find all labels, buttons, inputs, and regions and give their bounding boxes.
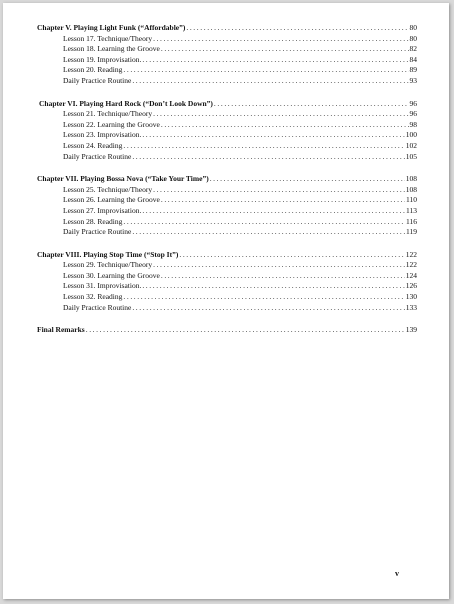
toc-section-chapter-vi — [37, 99, 417, 163]
toc-chapter-title: Chapter VI. Playing Hard Rock (“Don’t Look Down”) — [39, 98, 213, 108]
toc-entry[interactable] — [37, 141, 417, 152]
toc-entry[interactable] — [37, 292, 417, 303]
toc-entry-title: Lesson 17. Technique/Theory — [63, 33, 153, 43]
toc-chapter-entry[interactable] — [37, 99, 417, 110]
toc-entry-title: Lesson 22. Learning the Groove — [63, 119, 160, 129]
toc-entry-title: Lesson 32. Reading — [63, 292, 123, 302]
toc-entry[interactable] — [37, 65, 417, 76]
toc-entry[interactable] — [37, 34, 417, 45]
dot-leader — [153, 185, 405, 196]
dot-leader — [132, 303, 404, 314]
toc-section-chapter-v — [37, 23, 417, 87]
toc-entry[interactable] — [37, 227, 417, 238]
toc-entry[interactable] — [37, 217, 417, 228]
toc-entry[interactable] — [37, 109, 417, 120]
toc-page-number: 122 — [405, 249, 417, 259]
dot-leader — [153, 34, 408, 45]
toc-chapter-entry[interactable] — [37, 174, 417, 185]
toc-entry-title: Lesson 24. Reading — [63, 140, 123, 150]
dot-leader — [161, 195, 405, 206]
toc-page-number: 126 — [405, 281, 417, 291]
toc-entry-title: Lesson 28. Reading — [63, 216, 123, 226]
toc-page-number: 119 — [406, 227, 417, 237]
dot-leader — [153, 260, 405, 271]
toc-entry[interactable] — [37, 260, 417, 271]
dot-leader — [210, 174, 405, 185]
document-page — [3, 3, 449, 599]
toc-entry[interactable] — [37, 206, 417, 217]
dot-leader — [123, 65, 408, 76]
toc-section-final-remarks — [37, 325, 417, 336]
toc-page-number: 108 — [405, 174, 417, 184]
toc-entry[interactable] — [37, 303, 417, 314]
toc-entry-title: Daily Practice Routine — [63, 75, 132, 85]
toc-entry[interactable] — [37, 76, 417, 87]
toc-entry[interactable] — [37, 44, 417, 55]
toc-page-number: 84 — [409, 54, 417, 64]
dot-leader — [142, 55, 408, 66]
dot-leader — [161, 120, 409, 131]
toc-chapter-entry[interactable] — [37, 325, 417, 336]
dot-leader — [161, 271, 405, 282]
toc-entry[interactable] — [37, 195, 417, 206]
toc-entry-title: Lesson 21. Technique/Theory — [63, 109, 153, 119]
toc-page-number: 110 — [406, 195, 417, 205]
toc-entry-title: Lesson 26. Learning the Groove — [63, 195, 160, 205]
toc-chapter-entry[interactable] — [37, 23, 417, 34]
toc-entry[interactable] — [37, 281, 417, 292]
toc-page-number: 102 — [405, 140, 417, 150]
toc-entry[interactable] — [37, 130, 417, 141]
toc-chapter-title: Chapter V. Playing Light Funk (“Affordable”) — [37, 23, 186, 32]
toc-page-number: 113 — [406, 205, 417, 215]
toc-entry-title: Lesson 20. Reading — [63, 65, 123, 75]
toc-entry[interactable] — [37, 185, 417, 196]
dot-leader — [161, 44, 409, 55]
toc-page-number: 124 — [405, 270, 417, 280]
dot-leader — [142, 206, 405, 217]
toc-chapter-title: Final Remarks — [37, 325, 85, 335]
dot-leader — [123, 141, 404, 152]
toc-entry-title: Lesson 27. Improvisation. — [63, 205, 142, 215]
dot-leader — [142, 281, 404, 292]
dot-leader — [132, 152, 404, 163]
dot-leader — [153, 109, 408, 120]
toc-chapter-title: Chapter VII. Playing Bossa Nova (“Take Your Time”) — [37, 174, 209, 184]
toc-entry-title: Daily Practice Routine — [63, 302, 132, 312]
dot-leader — [132, 227, 405, 238]
toc-page-number: 80 — [409, 23, 417, 32]
toc-section-chapter-vii — [37, 174, 417, 238]
toc-entry-title: Lesson 18. Learning the Groove — [63, 44, 160, 54]
dot-leader — [142, 130, 404, 141]
toc-page-number: 139 — [405, 325, 417, 335]
toc-page-number: 100 — [405, 130, 417, 140]
toc-entry[interactable] — [37, 55, 417, 66]
toc-entry-title: Lesson 31. Improvisation. — [63, 281, 142, 291]
toc-page-number: 82 — [409, 44, 417, 54]
toc-page-number: 98 — [409, 119, 417, 129]
toc-entry[interactable] — [37, 271, 417, 282]
toc-entry-title: Daily Practice Routine — [63, 227, 132, 237]
dot-leader — [132, 76, 408, 87]
toc-page-number: 105 — [405, 151, 417, 161]
toc-entry-title: Lesson 30. Learning the Groove — [63, 270, 160, 280]
table-of-contents — [37, 23, 417, 348]
toc-page-number: 108 — [405, 184, 417, 194]
toc-page-number: 116 — [406, 216, 417, 226]
dot-leader — [179, 250, 404, 261]
toc-entry[interactable] — [37, 152, 417, 163]
toc-entry-title: Lesson 29. Technique/Theory — [63, 260, 153, 270]
toc-entry-title: Daily Practice Routine — [63, 151, 132, 161]
toc-entry-title: Lesson 25. Technique/Theory — [63, 184, 153, 194]
toc-page-number: 96 — [409, 98, 417, 108]
toc-entry-title: Lesson 23. Improvisation. — [63, 130, 142, 140]
toc-entry[interactable] — [37, 120, 417, 131]
dot-leader — [86, 325, 405, 336]
toc-page-number: 89 — [409, 65, 417, 75]
dot-leader — [123, 292, 404, 303]
toc-section-chapter-viii — [37, 250, 417, 314]
dot-leader — [214, 99, 409, 110]
toc-chapter-entry[interactable] — [37, 250, 417, 261]
page-folio-number: v — [395, 569, 399, 578]
dot-leader — [123, 217, 405, 228]
toc-entry-title: Lesson 19. Improvisation. — [63, 54, 142, 64]
dot-leader — [186, 23, 408, 34]
toc-page-number: 80 — [409, 33, 417, 43]
toc-page-number: 122 — [405, 260, 417, 270]
toc-page-number: 130 — [405, 292, 417, 302]
toc-page-number: 96 — [409, 109, 417, 119]
toc-page-number: 133 — [405, 302, 417, 312]
toc-page-number: 93 — [409, 75, 417, 85]
toc-chapter-title: Chapter VIII. Playing Stop Time (“Stop It”) — [37, 249, 179, 259]
